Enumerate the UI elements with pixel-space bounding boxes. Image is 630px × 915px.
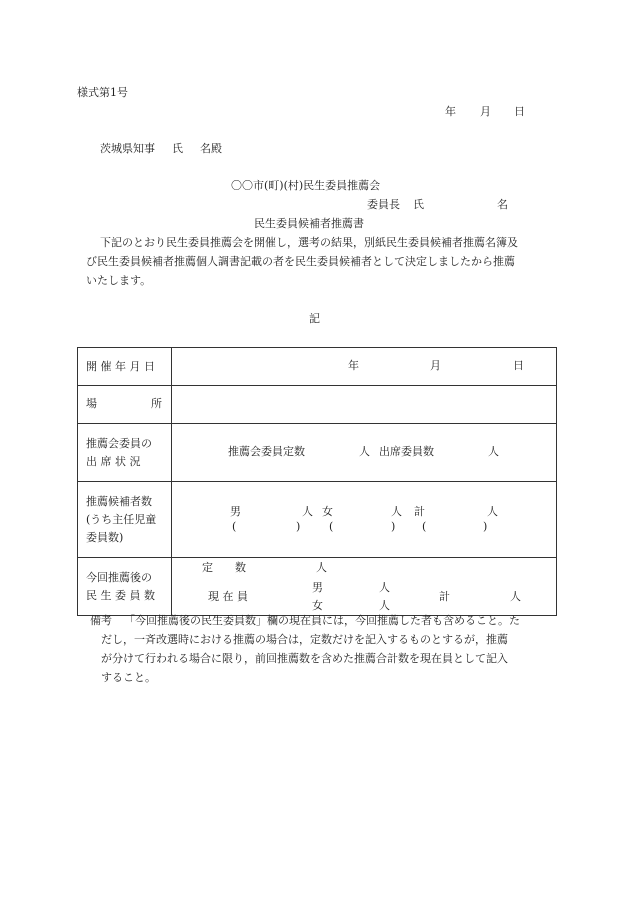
recommendation-table xyxy=(77,347,557,616)
row-members-after xyxy=(78,558,557,616)
row-place xyxy=(78,386,557,424)
row-date-label-cell xyxy=(78,348,172,386)
row-attendance-label-cell xyxy=(78,424,172,482)
members-after-label-1: 今回推薦後の xyxy=(86,570,152,584)
after-female-unit: 人 xyxy=(379,599,390,612)
teisu-label: 定 数 xyxy=(202,561,246,574)
genzai-label: 現 在 員 xyxy=(208,590,248,603)
row-members-after-label-cell xyxy=(78,558,172,616)
note-line-1: 「今回推薦後の民生委員数」欄の現在員には，今回推薦した者も含めること。た xyxy=(124,614,520,627)
cand-male-paren-close: ) xyxy=(296,520,301,533)
body-line-2: び民生委員候補者推薦個人調書記載の者を民生委員候補者として決定しましたから推薦 xyxy=(86,255,515,268)
cand-female-paren-close: ) xyxy=(391,520,396,533)
body-line-1: 下記のとおり民生委員推薦会を開催し，選考の結果，別紙民生委員候補者推薦名簿及 xyxy=(100,236,518,249)
place-label-b: 所 xyxy=(151,397,162,410)
chair-shi: 氏 xyxy=(413,198,424,211)
held-day: 日 xyxy=(513,359,524,372)
row-attendance-value-cell xyxy=(172,424,557,482)
cand-female-unit: 人 xyxy=(391,505,402,518)
row-candidates-value-cell xyxy=(172,482,557,558)
candidates-label-1: 推薦候補者数 xyxy=(86,494,152,508)
candidates-label-3: 委員数) xyxy=(86,530,124,544)
attendance-label-2: 出 席 状 況 xyxy=(86,454,141,468)
cand-female-label: 女 xyxy=(322,505,333,518)
after-total-unit: 人 xyxy=(510,590,521,603)
addressee-org: 茨城県知事 xyxy=(100,142,155,155)
held-year: 年 xyxy=(348,359,359,372)
after-female-label: 女 xyxy=(312,599,323,612)
addressee-name: 名殿 xyxy=(200,142,222,155)
candidates-label-2: (うち主任児童 xyxy=(86,512,157,526)
row-members-after-value-cell xyxy=(172,558,557,616)
date-month: 月 xyxy=(480,105,491,118)
cand-total-label: 計 xyxy=(414,505,425,518)
row-candidates-label-cell xyxy=(78,482,172,558)
cand-total-paren-close: ) xyxy=(483,520,488,533)
form-number: 様式第1号 xyxy=(77,86,128,99)
teisu-unit: 人 xyxy=(316,561,327,574)
doc-title: 民生委員候補者推薦書 xyxy=(254,217,364,230)
attendance-label-1: 推薦会委員の xyxy=(86,436,152,450)
note-label: 備考 xyxy=(90,614,112,627)
row-candidates xyxy=(78,482,557,558)
chair-mei: 名 xyxy=(497,198,508,211)
members-after-label-2: 民 生 委 員 数 xyxy=(86,588,155,602)
fixed-members-unit: 人 xyxy=(359,445,370,458)
place-label-a: 場 xyxy=(86,397,97,410)
cand-female-paren-open: ( xyxy=(329,520,334,533)
note-line-3: が分けて行われる場合に限り，前回推薦数を含めた推薦合計数を現在員として記入 xyxy=(101,652,508,665)
note-line-2: だし，一斉改選時における推薦の場合は，定数だけを記入するものとするが，推薦 xyxy=(101,633,508,646)
row-date xyxy=(78,348,557,386)
held-month: 月 xyxy=(430,359,441,372)
attending-members-label: 出席委員数 xyxy=(379,445,434,458)
row-date-value-cell xyxy=(172,348,557,386)
date-year: 年 xyxy=(445,105,456,118)
row-date-label: 開 催 年 月 日 xyxy=(86,359,155,373)
cand-total-paren-open: ( xyxy=(422,520,427,533)
body-line-3: いたします。 xyxy=(86,274,152,287)
chair-title: 委員長 xyxy=(367,198,400,211)
cand-male-paren-open: ( xyxy=(232,520,237,533)
ki-heading: 記 xyxy=(309,312,320,325)
row-attendance xyxy=(78,424,557,482)
addressee-shi: 氏 xyxy=(172,142,183,155)
note-line-4: すること。 xyxy=(101,671,156,684)
cand-male-label: 男 xyxy=(230,505,241,518)
cand-male-unit: 人 xyxy=(302,505,313,518)
council-name: 〇〇市(町)(村)民生委員推薦会 xyxy=(231,179,381,192)
cand-total-unit: 人 xyxy=(487,505,498,518)
after-total-label: 計 xyxy=(439,590,450,603)
row-place-label-cell xyxy=(78,386,172,424)
fixed-members-label: 推薦会委員定数 xyxy=(228,445,305,458)
date-day: 日 xyxy=(514,105,525,118)
after-male-label: 男 xyxy=(312,581,323,594)
after-male-unit: 人 xyxy=(379,581,390,594)
attending-members-unit: 人 xyxy=(488,445,499,458)
row-place-value-cell xyxy=(172,386,557,424)
